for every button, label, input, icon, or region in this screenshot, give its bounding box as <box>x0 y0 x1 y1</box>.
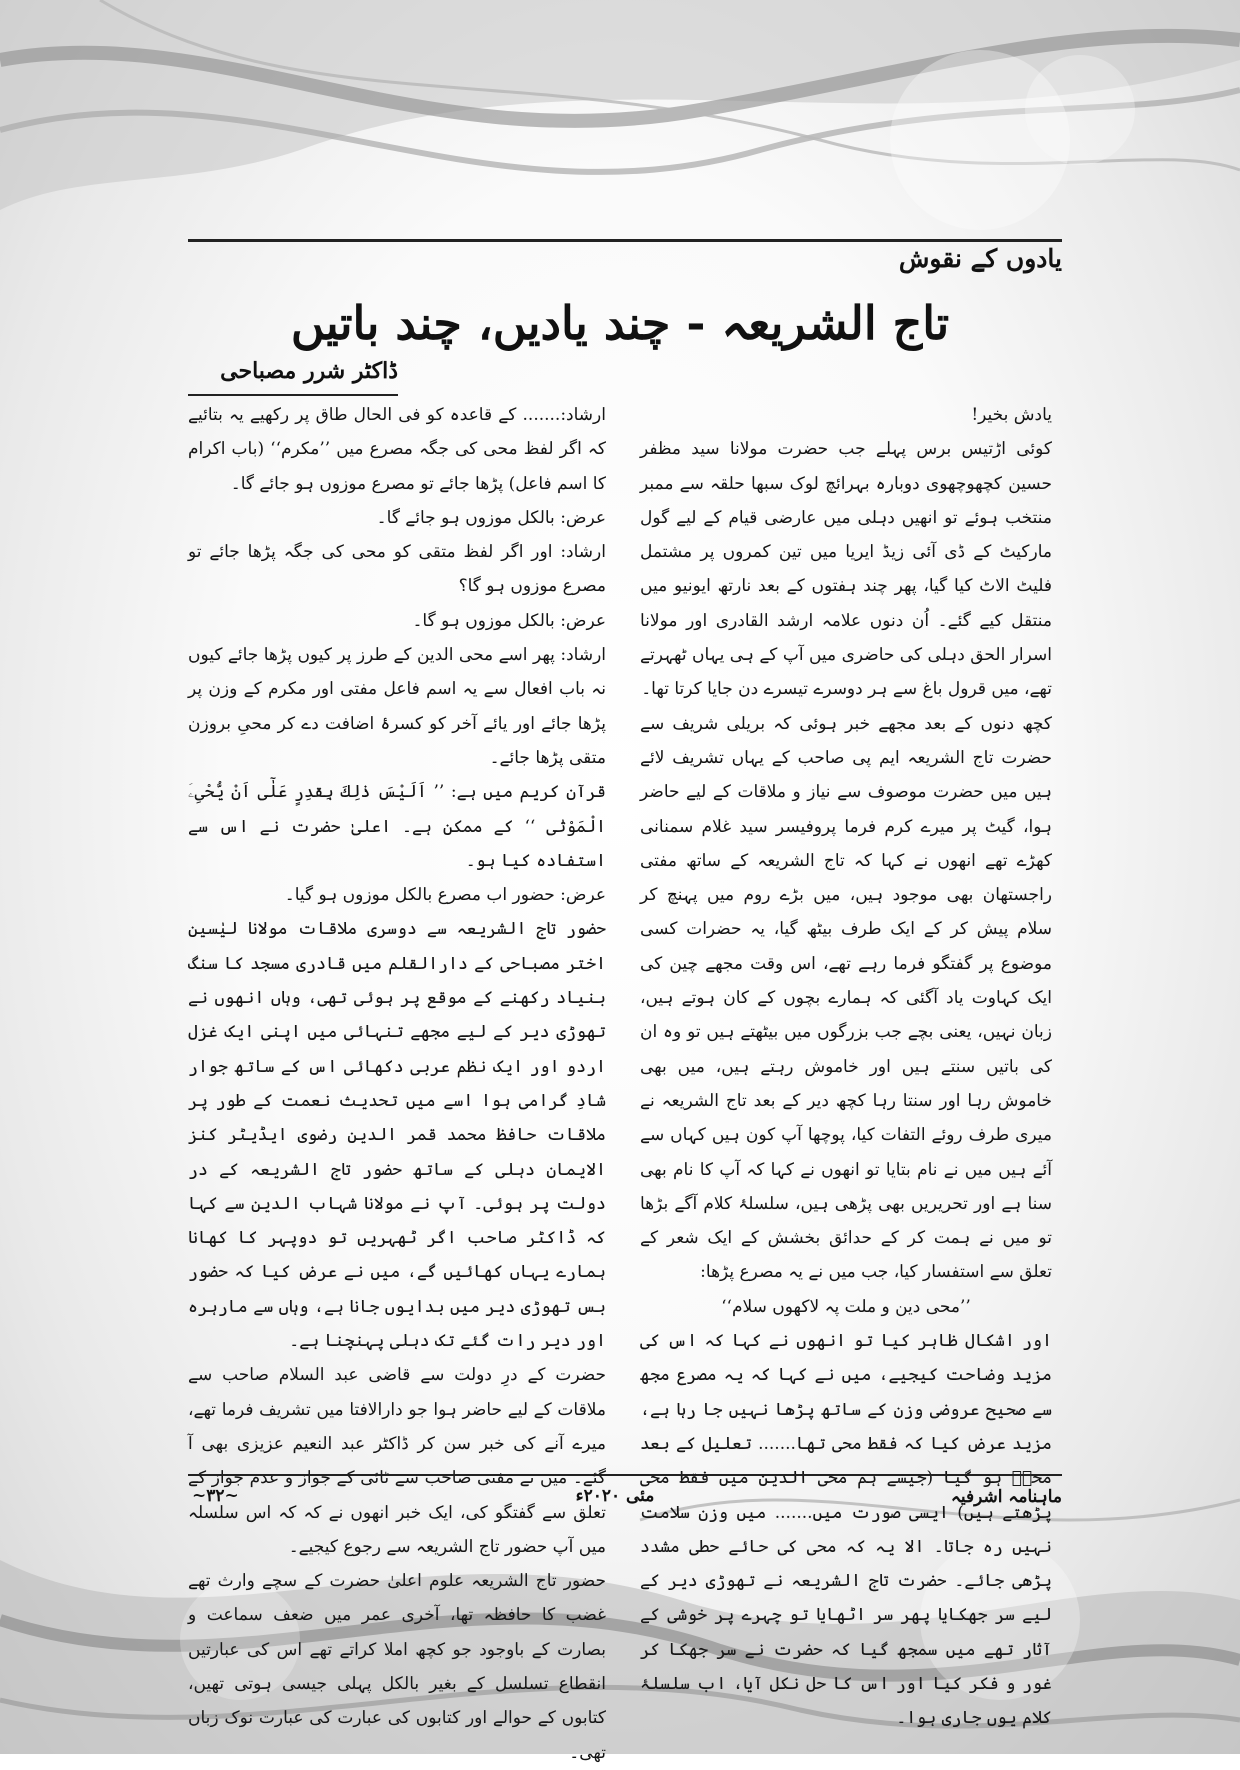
footer-rule <box>188 1474 1062 1476</box>
article-title: تاج الشریعہ - چند یادیں، چند باتیں <box>290 296 950 350</box>
author-name: ڈاکٹر شرر مصباحی <box>188 358 398 396</box>
paragraph: حضور تاج الشریعہ علوم اعلیٰ حضرت کے سچے وارث تھے غضب کا حافظہ تھا، آخری عمر میں ضعف سماعت و بصارت کے باوجود جو کچھ املا کراتے تھے اس کی عبارتیں انقطاع تسلسل کے بغیر بالکل پہلی جیسی ہوتی تھیں، کتابوں کے حوالے اور کتابوں کی عبارت کی عبارت نوک زباں تھی۔ <box>188 1571 606 1763</box>
paragraph: عرض: حضور اب مصرع بالکل موزوں ہو گیا۔ <box>284 885 606 906</box>
header-rule <box>188 239 1062 242</box>
paragraph: کچھ دنوں کے بعد مجھے خبر ہوئی کہ بریلی شریف سے حضرت تاج الشریعہ ایم پی صاحب کے یہاں تشریف لائے ہیں میں حضرت موصوف سے نیاز و ملاقات کے لیے حاضر ہوا، گیٹ پر میرے کرم فرما پروفیسر سید غلام سمنانی کھڑے تھے انھوں نے کہا کہ تاج الشریعہ کے ساتھ مفتی راجستھان بھی موجود ہیں، میں بڑے روم میں پہنچ کر سلام پیش کر کے ایک طرف بیٹھ گیا، یہ حضرات کسی موضوع پر گفتگو فرما رہے تھے، اس وقت مجھے چین کی ایک کہاوت یاد آگئی کہ ہمارے بچوں کے کان ہوتے ہیں، زبان نہیں، یعنی بچے جب بزرگوں میں بیٹھتے ہیں تو وہ ان کی باتیں سنتے ہیں اور خاموش رہتے ہیں، میں بھی خاموش رہا اور سنتا رہا کچھ دیر کے بعد تاج الشریعہ نے میری طرف روئے التفات کیا، پوچھا آپ کون ہیں کہاں سے آئے ہیں میں نے نام بتایا تو انھوں نے کہا کہ آپ کا نام بھی سنا ہے اور تحریریں بھی پڑھی ہیں، سلسلۂ کلام آگے بڑھا تو میں نے ہمت کر کے حدائق بخشش کے ایک شعر کے تعلق سے استفسار کیا، جب میں نے یہ مصرع پڑھا: <box>640 713 1052 1283</box>
paragraph: ارشاد: اور اگر لفظ متقی کو محی کی جگہ پڑھا جائے تو مصرع موزوں ہو گا؟ <box>188 542 606 597</box>
paragraph: ارشاد: پھر اسے محی الدین کے طرز پر کیوں پڑھا جائے کیوں نہ باب افعال سے یہ اسم فاعل مفتی اور مکرم کے وزن پر پڑھا جائے اور یائے آخر کو کسرۂ اضافت دے کر محیِ بروزن متقی پڑھا جائے۔ <box>188 645 606 768</box>
paragraph: ارشاد:....... کے قاعدہ کو فی الحال طاق پر رکھیے یہ بتائیے کہ اگر لفظ محی کی جگہ مصرع میں ’’مکرم‘‘ (باب اکرام کا اسم فاعل) پڑھا جائے تو مصرع موزوں ہو جائے گا۔ <box>188 405 606 494</box>
paragraph: کوئی اڑتیس برس پہلے جب حضرت مولانا سید مظفر حسین کچھوچھوی دوبارہ بہرائچ لوک سبھا حلقہ سے ممبر منتخب ہوئے تو انھیں دہلی میں عارضی قیام کے لیے گول مارکیٹ کے ڈی آئی زیڈ ایریا میں تین کمروں پر مشتمل فلیٹ الاٹ کیا گیا، پھر چند ہفتوں کے بعد نارتھ ایونیو میں منتقل کیے گئے۔ اُن دنوں علامہ ارشد القادری اور مولانا اسرار الحق دہلی کی حاضری میں آپ کے ہی یہاں ٹھہرتے تھے، میں قرول باغ سے ہر دوسرے تیسرے دن جایا کرتا تھا۔ <box>640 439 1052 700</box>
section-label: یادوں کے نقوش <box>898 244 1062 273</box>
paragraph: حضور تاج الشریعہ سے دوسری ملاقات مولانا لیٰسین اختر مصباحی کے دارالقلم میں قادری مسجد کا سنگ بنیاد رکھنے کے موقع پر ہوئی تھی، وہاں انھوں نے تھوڑی دیر کے لیے مجھے تنہائی میں اپنی ایک غزل اردو اور ایک نظم عربی دکھائی اس کے ساتھ جوار شادِ گرامی ہوا اسے میں تحدیث نعمت کے طور پر ملاقات حافظ محمد قمر الدین رضوی ایڈیٹر کنز الایمان دہلی کے ساتھ حضور تاج الشریعہ کے در دولت پر ہوئی۔ آپ نے مولانا شہاب الدین سے کہا کہ ڈاکٹر صاحب اگر ٹھہریں تو دوپہر کا کھانا ہمارے یہاں کھائیں گے، میں نے عرض کیا کہ حضور بس تھوڑی دیر میں بدایوں جانا ہے، وہاں سے مارہرہ اور دیر رات گئے تک دہلی پہنچنا ہے۔ <box>188 919 606 1352</box>
footer-magazine-name: ماہنامہ اشرفیہ <box>950 1487 1062 1507</box>
paragraph: عرض: بالکل موزوں ہو جائے گا۔ <box>376 507 606 528</box>
paragraph: عرض: بالکل موزوں ہو گا۔ <box>412 610 606 631</box>
footer-issue-date: مئی ۲۰۲۰ء <box>575 1486 655 1506</box>
paragraph: یادش بخیر! <box>971 405 1052 425</box>
verse-line: ’’محی دین و ملت پہ لاکھوں سلام‘‘ <box>721 1296 971 1317</box>
footer-page-number: ~۳۲~ <box>192 1486 239 1506</box>
paragraph: قرآن کریم میں ہے: ’’ اَلَيْسَ ذٰلِكَ بِقٰدِرٍ عَلٰٓى اَنْ يُّحْیِۦَ الْمَوْتٰى ‘‘ کے ممکن ہے۔ اعلیٰ حضرت نے اس سے استفادہ کیا ہو۔ <box>188 782 606 871</box>
paragraph: اور اشکال ظاہر کیا تو انھوں نے کہا کہ اس کی مزید وضاحت کیجیے، میں نے کہا کہ یہ مصرع مجھ سے صحیح عروضی وزن کے ساتھ پڑھا نہیں جا رہا ہے، مزید عرض کیا کہ فقط محی تھا....... تعلیل کے بعد محیؔ ہو گیا (جیسے ہم محی الدین میں فقط محی پڑھتے ہیں) ایسی صورت میں....... میں وزن سلامت نہیں رہ جاتا۔ الا یہ کہ محی کی حائے حطی مشدد پڑھی جائے۔ حضرت تاج الشریعہ نے تھوڑی دیر کے لیے سر جھکایا پھر سر اٹھایا تو چہرے پر خوشی کے آثار تھے میں سمجھ گیا کہ حضرت نے سر جھکا کر غور و فکر کیا اور اس کا حل نکل آیا، اب سلسلۂ کلام یوں جاری ہوا۔ <box>640 1331 1052 1729</box>
paragraph: حضرت کے درِ دولت سے قاضی عبد السلام صاحب سے ملاقات کے لیے حاضر ہوا جو دارالافتا میں تشریف فرما تھے، میرے آنے کی خبر سن کر ڈاکٹر عبد النعیم عزیزی بھی آ گئے۔ میں نے مفتی صاحب سے ٹائی کے جواز و عدم جواز کے تعلق سے گفتگو کی، ایک خبر انھوں نے کہ کہ اس سلسلہ میں آپ حضور تاج الشریعہ سے رجوع کیجیے۔ <box>188 1365 606 1557</box>
